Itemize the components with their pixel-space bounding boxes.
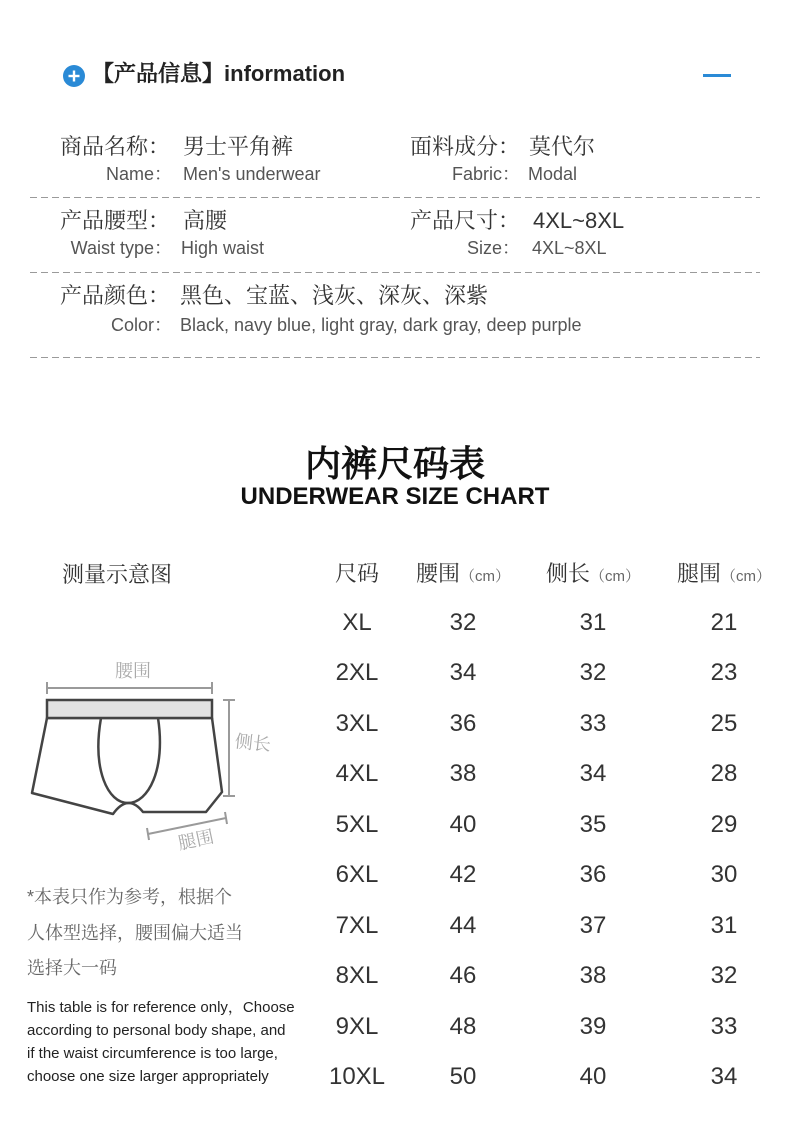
table-cell-side: 35: [579, 810, 607, 838]
name-label-zh: 商品名称：: [60, 134, 171, 159]
table-cell-size: 6XL: [335, 861, 379, 889]
table-cell-side: 37: [579, 911, 607, 939]
table-row: [297, 1002, 784, 1052]
section-title: [92, 59, 345, 89]
table-cell-waist: 36: [449, 709, 477, 737]
table-cell-size: 3XL: [335, 709, 379, 737]
table-cell-leg: 33: [710, 1012, 738, 1040]
name-value-en: Men's underwear: [183, 164, 321, 184]
plus-circle-icon: [63, 65, 85, 87]
column-header-size: [297, 549, 417, 602]
table-cell-waist: 46: [449, 962, 477, 990]
waist-measure-line: [47, 682, 212, 694]
waist-type-label-zh: 产品腰型：: [60, 208, 171, 233]
note-en-line: choose one size larger appropriately: [27, 1068, 269, 1085]
table-cell-waist: 32: [449, 609, 477, 636]
table-cell-leg: 28: [710, 760, 738, 788]
side-measure-line: [223, 700, 235, 796]
column-header-leg: [664, 549, 784, 602]
diagram-title: 测量示意图: [62, 562, 173, 587]
waist-type-value-en: High waist: [181, 238, 265, 258]
table-cell-size: 10XL: [328, 1062, 386, 1090]
size-label-en: Size：: [466, 238, 520, 258]
table-cell-side: 33: [579, 709, 607, 737]
table-cell-waist: 40: [449, 810, 477, 838]
table-row: [297, 800, 784, 850]
table-cell-side: 38: [579, 962, 607, 990]
table-row: [297, 901, 784, 951]
table-cell-waist: 48: [449, 1012, 477, 1040]
color-label-en: Color：: [110, 315, 172, 335]
table-cell-side: 34: [579, 760, 607, 788]
table-cell-leg: 23: [710, 659, 738, 687]
name-value-zh: 男士平角裤: [183, 134, 294, 159]
note-zh-line: 人体型选择，腰围偏大适当: [27, 923, 243, 943]
table-cell-side: 40: [579, 1062, 607, 1090]
column-header-unit: （cm）: [460, 568, 510, 585]
color-value-zh: 黑色、宝蓝、浅灰、深灰、深紫: [180, 283, 489, 308]
table-cell-side: 36: [579, 861, 607, 889]
table-cell-size: 8XL: [335, 962, 379, 990]
table-row: [297, 749, 784, 799]
size-chart-title-zh: 内裤尺码表: [304, 443, 485, 484]
note-en-line: This table is for reference only，Choose: [27, 999, 295, 1016]
divider: [30, 357, 760, 358]
column-header-label: 腿围: [676, 561, 721, 586]
table-cell-size: 7XL: [335, 911, 379, 939]
size-label-zh: 产品尺寸：: [410, 208, 521, 233]
color-label-zh: 产品颜色：: [60, 283, 171, 308]
table-cell-leg: 32: [710, 962, 738, 990]
table-cell-waist: 38: [449, 760, 477, 788]
size-value-zh: 4XL~8XL: [533, 208, 625, 233]
section-title-en: information: [224, 61, 346, 86]
column-header-unit: （cm）: [590, 568, 640, 585]
table-cell-leg: 25: [710, 709, 738, 737]
column-header-label: 尺码: [334, 561, 379, 586]
waist-type-value-zh: 高腰: [183, 208, 228, 233]
column-header-side-length: [533, 549, 653, 602]
table-cell-size: XL: [342, 609, 372, 636]
table-cell-waist: 44: [449, 911, 477, 939]
size-table-header: [297, 549, 784, 599]
note-en-line: according to personal body shape, and: [27, 1022, 286, 1039]
table-row: [297, 951, 784, 1001]
note-en-line: if the waist circumference is too large,: [27, 1045, 278, 1062]
table-cell-waist: 42: [449, 861, 477, 889]
table-cell-leg: 21: [710, 609, 738, 636]
column-header-unit: （cm）: [721, 568, 771, 585]
fabric-label-zh: 面料成分：: [410, 134, 521, 159]
name-label-en: Name：: [105, 164, 172, 184]
table-cell-side: 31: [579, 609, 607, 636]
table-cell-waist: 34: [449, 659, 477, 687]
table-cell-leg: 34: [710, 1062, 738, 1090]
table-cell-side: 32: [579, 659, 607, 687]
table-cell-size: 5XL: [335, 810, 379, 838]
column-header-label: 侧长: [545, 561, 590, 586]
size-table-body: [297, 598, 784, 1102]
table-cell-size: 4XL: [335, 760, 379, 788]
fabric-value-zh: 莫代尔: [529, 134, 596, 159]
table-cell-side: 39: [579, 1012, 607, 1040]
measurement-diagram: [0, 640, 300, 860]
fabric-label-en: Fabric：: [451, 164, 520, 184]
side-label: 侧长: [233, 731, 272, 756]
fabric-value-en: Modal: [528, 164, 578, 184]
table-row: [297, 598, 784, 648]
table-row: [297, 699, 784, 749]
underwear-illustration: [32, 700, 222, 814]
table-cell-size: 2XL: [335, 659, 379, 687]
table-row: [297, 850, 784, 900]
minus-icon[interactable]: [703, 74, 731, 77]
note-zh-line: 选择大一码: [27, 958, 117, 978]
waist-type-label-en: Waist type：: [70, 238, 172, 258]
size-chart-title-en: UNDERWEAR SIZE CHART: [240, 483, 550, 510]
leg-label: 腿围: [176, 826, 216, 855]
waist-label: 腰围: [115, 661, 151, 682]
table-cell-leg: 29: [710, 810, 738, 838]
divider: [30, 197, 760, 198]
column-header-waist: [403, 549, 523, 602]
table-cell-size: 9XL: [335, 1012, 379, 1040]
note-zh-line: *本表只作为参考，根据个: [27, 887, 233, 907]
color-value-en: Black, navy blue, light gray, dark gray, deep purple: [180, 315, 582, 335]
table-cell-leg: 30: [710, 861, 738, 889]
divider: [30, 272, 760, 273]
table-cell-leg: 31: [710, 911, 738, 939]
section-title-zh: 【产品信息】: [92, 61, 225, 86]
table-row: [297, 1052, 784, 1102]
table-row: [297, 648, 784, 698]
size-value-en: 4XL~8XL: [532, 238, 607, 258]
table-cell-waist: 50: [449, 1062, 477, 1090]
column-header-label: 腰围: [415, 561, 460, 586]
